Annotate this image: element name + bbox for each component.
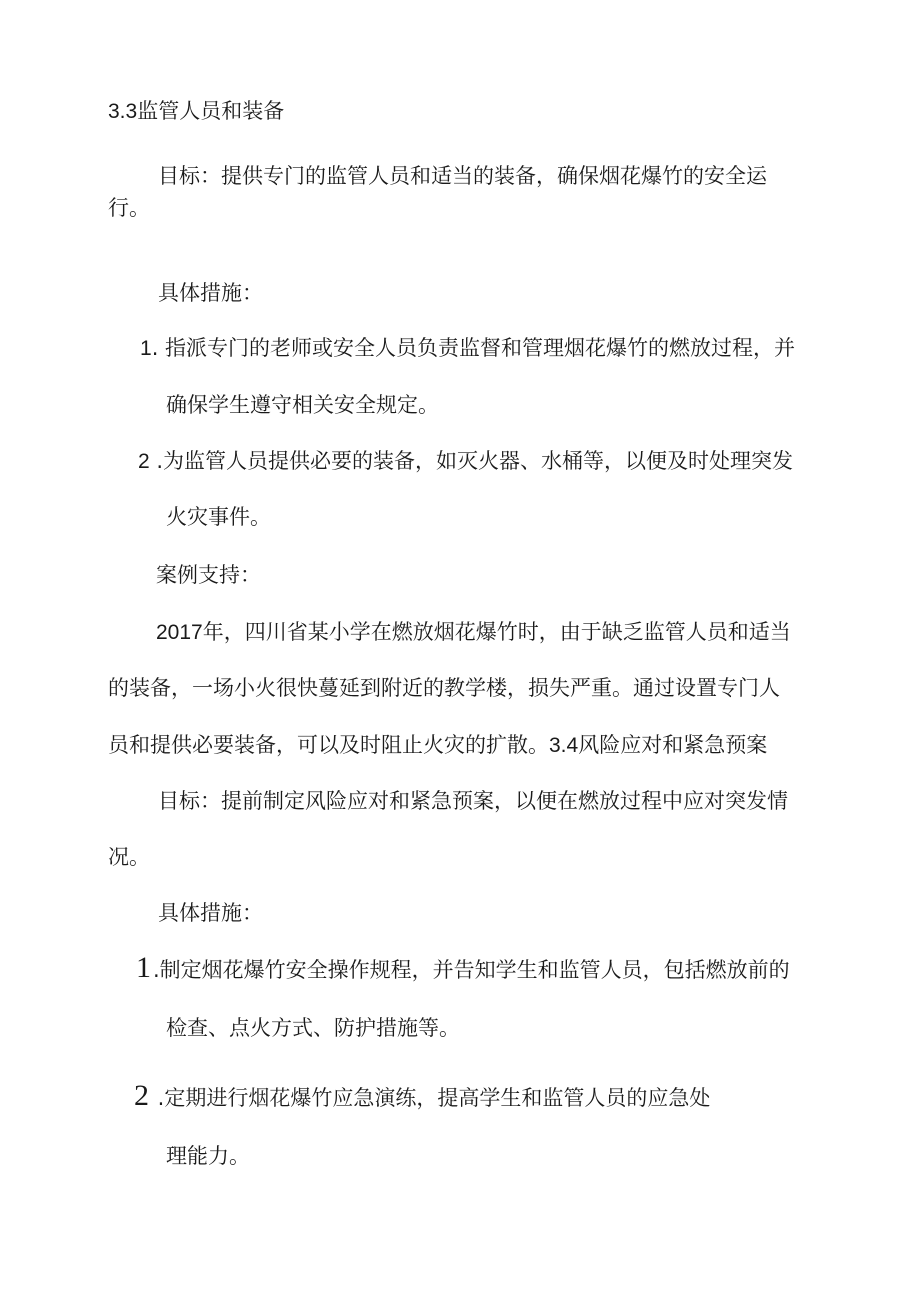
list-item-text: .制定烟花爆竹安全操作规程，并告知学生和监管人员，包括燃放前的 [153,958,790,982]
list-item-cont: 检查、点火方式、防护措施等。 [166,1016,460,1040]
case-text-3a: 员和提供必要装备，可以及时阻止火灾的扩散。 [108,733,549,757]
section-title: 监管人员和装备 [137,99,285,123]
list-item [140,334,795,363]
case-label: 案例支持： [156,563,261,587]
goal-text-cont: 况。 [108,845,150,869]
case-year: 2017 [156,621,203,644]
list-item [134,1079,711,1112]
list-item-cont: 理能力。 [166,1144,250,1168]
goal-text-cont: 行。 [108,196,150,220]
list-item-cont: 火灾事件。 [166,505,271,529]
list-item [138,447,793,476]
list-item-cont: 确保学生遵守相关安全规定。 [166,393,439,417]
case-text-3 [108,731,767,760]
list-item-text: .定期进行烟花爆竹应急演练，提高学生和监管人员的应急处 [151,1086,711,1110]
goal-text: 目标：提供专门的监管人员和适当的装备，确保烟花爆竹的安全运 [158,164,767,188]
case-text [156,618,791,647]
measures-label: 具体措施： [158,901,263,925]
list-item [136,951,790,984]
list-item-number: 1 [140,337,152,360]
list-item-text: .为监管人员提供必要的装备，如灭火器、水桶等，以便及时处理突发 [149,449,794,473]
section-heading [108,97,284,126]
list-item-number: 2 [138,450,150,473]
case-text-1: 年，四川省某小学在燃放烟花爆竹时，由于缺乏监管人员和适当 [202,620,791,644]
case-text-2: 的装备，一场小火很快蔓延到附近的教学楼，损失严重。通过设置专门人 [108,676,780,700]
list-item-text: . 指派专门的老师或安全人员负责监督和管理烟花爆竹的燃放过程，并 [151,336,796,360]
list-item-number: 2 [134,1079,149,1112]
section-title: 风险应对和紧急预案 [578,733,768,757]
section-number: 3.3 [108,100,138,123]
goal-text: 目标：提前制定风险应对和紧急预案，以便在燃放过程中应对突发情 [158,789,788,813]
measures-label: 具体措施： [158,281,263,305]
section-number: 3.4 [549,734,579,757]
list-item-number: 1 [136,951,151,984]
